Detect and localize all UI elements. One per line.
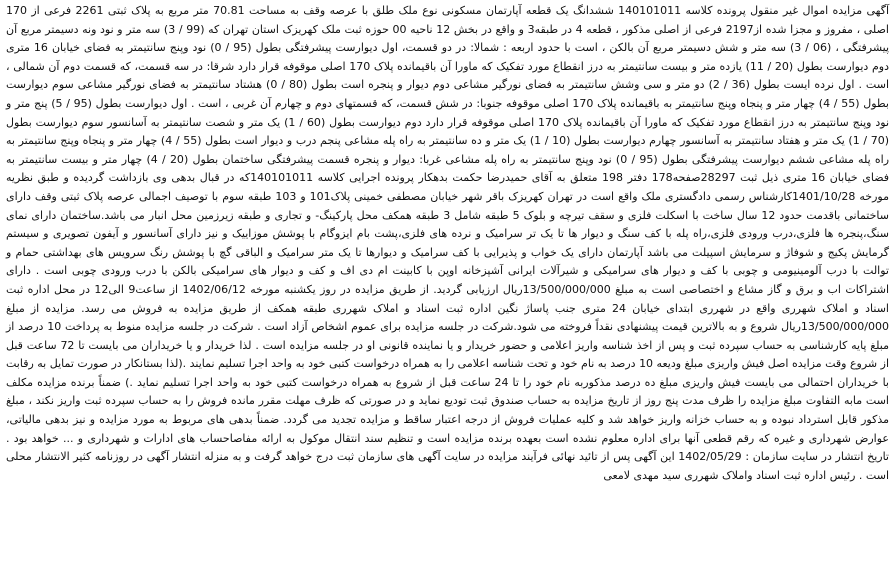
auction-notice-text: آگهی مزایده اموال غیر منقول پرونده کلاسه 140101011 ششدانگ یک قطعه آپارتمان مسکونی نوع ملک طلق با عرصه وقف به مساحت 70.81 متر مربع به پلاک ثبتی 2261 فرعی از 170 اصلی ، مفروز و مجزا شده از2197 فرعی از اصلی مذکور ، قطعه 4 در طبقه3 و واقع در بخش 12 ناحیه 00 حوزه ثبت ملک کهریزک استان تهران که (99 / 3) سه متر و نود ونه دسیمتر مربع آن پیشرفتگی ، (06 / 3) سه متر و شش دسیمتر مربع آن بالکن ، است با حدود اربعه : شمالا: در دو قسمت، اول دیوارست پیشرفتگی بطول (95 / 0) نود وپنج سانتیمتر به فضای خیابان 16 متری دوم دیوارست بطول (20 / 11) یازده متر و بیست سانتیمتر به درز انقطاع مورد تفکیک که ماورا آن باقیمانده پلاک 170 اصلی موقوفه قرار دارد شرقا: در سه قسمت، که قسمت دوم آن شمالی ، است . اول نرده ایست بطول (36 / 2) دو متر و سی وشش سانتیمتر به فضای نورگیر مشاعی دوم دیوار و پنجره است بطول (80 / 0) هشتاد سانتیمتر به فضای نورگیر مشاعی سوم دیوارست بطول (55 / 4) چهار متر و پنجاه وپنج سانتیمتر به باقیمانده پلاک 170 اصلی موقوفه جنوبا: در شش قسمت، که قسمتهای دوم و چهارم آن غربی ، است . اول دیوارست بطول (95 / 5) پنج متر و نود وپنج سانتیمتر به درز انقطاع مورد تفکیک که ماورا آن باقیمانده پلاک 170 اصلی موقوفه قرار دارد دوم دیوارست بطول (60 / 1) یک متر و شصت سانتیمتر به آسانسور سوم دیوارست بطول (70 / 1) یک متر و هفتاد سانتیمتر به آسانسور چهارم دیوارست بطول (10 / 1) یک متر و ده سانتیمتر به راه پله مشاعی پنجم درب و دیوار است بطول (55 / 4) چهار متر و پنجاه وپنج سانتیمتر به راه پله مشاعی ششم دیوارست پیشرفتگی بطول (95 / 0) نود وپنج سانتیمتر به راه پله مشاعی غربا: دیوار و پنجره قسمت پیشرفتگی ساختمان بطول (20 / 4) چهار متر و بیست سانتیمتر به فضای خیابان 16 متری ذیل ثبت 28297صفحه178 دفتر 198 متعلق به آقای حمیدرضا حکمت بدهکار پرونده اجرایی کلاسه 140101011که در قبال بدهی وی بازداشت گردیده و طبق نظریه مورخه 1401/10/28کارشناس رسمی دادگستری ملک واقع است در تهران کهریزک باقر شهر خیابان مصطفی خمینی پلاک101 و 103 طبقه سوم با توصیف اجمالی عرصه پلاک ثبتی وقف دارای ساختمانی باقدمت حدود 12 سال ساخت با اسکلت فلزی و سقف تیرچه و بلوک 5 طبقه شامل 3 طبقه همکف محل پارکینگ- و تجاری و طبقه زیرزمین محل انبار می باشد.ساختمان دارای نمای سنگ،پنجره ها فلزی،درب ورودی فلزی،راه پله با کف سنگ و دیوار ها تا یک تر سرامیک و نرده های فلزی،پشت بام ایزوگام با پوشش موزاییک و نیز دارای آسانسور و آیفون تصویری و سیستم گرمایش پکیج و شوفاژ و سرمایش اسپیلت می باشد آپارتمان دارای یک خواب و پذیرایی با کف سرامیک و دیوارها تا یک متر سرامیک و الباقی گچ با پوشش رنگ سرویس های بهداشتی حمام و توالت با درب آلومینیومی و چوبی با کف و دیوار های سرامیکی و شیرآلات ایرانی آشپزخانه اوپن با کابینت ام دی اف و کف و دیوار های سرامیکی بالکن با درب ورودی چوبی است . دارای اشتراکات اب و برق و گاز مشاع و اختصاصی است به مبلغ 13/500/000/000ریال ارزیابی گردید. از طریق مزایده در روز یکشنبه مورخه 1402/06/12 از ساعت9 الی12 در محل اداره ثبت اسناد و املاک شهرری واقع در شهرری ابتدای خیابان 24 متری جنب پاساژ نگین اداره ثبت اسناد و املاک شهرری طبقه همکف از طریق مزایده به فروش می رسد. مزایده از مبلغ 13/500/000/000ریال شروع و به بالاترین قیمت پیشنهادی نقداً فروخته می شود.شرکت در جلسه مزایده برای عموم اشخاص آزاد است . شرکت در جلسه مزایده منوط به پرداخت 10 درصد از مبلغ پایه کارشناسی به حساب سپرده ثبت و پس از اخذ شناسه واریز اعلامی و حضور خریدار و یا نماینده قانونی او در جلسه مزایده است . لذا خریدار و یا خریداران می بایست تا 72 ساعت قبل از شروع وقت مزایده اصل فیش واریزی مبلغ ودیعه 10 درصد به نام خود و تحت شناسه اعلامی را به همراه درخواست کتبی خود به واحد اجرا تسلیم نمایند .(لذا بستانکار در صورت تمایل به رقابت با خریداران احتمالی می بایست فیش واریزی مبلغ ده درصد مذکوربه نام خود را تا 24 ساعت قبل از شروع به همراه درخواست کتبی خود به واحد اجرا تسلیم نماید .) ضمناً برنده مزایده مکلف است مابه التفاوت مبلغ مزایده را ظرف مدت پنج روز از تاریخ مزایده به حساب صندوق ثبت تودیع نماید و در صورتی که ظرف مهلت مقرر مانده فروش را به حساب سپرده ثبت واریز نکند ، مبلغ مذکور قابل استرداد نبوده و به حساب خزانه واریز خواهد شد و کلیه عملیات فروش از درجه اعتبار ساقط و مزایده تجدید می گردد. ضمناً بدهی های مربوط به مورد مزایده و نیز بدهی مالیاتی، عوارض شهرداری و غیره که رقم قطعی آنها برای اداره معلوم نشده است بعهده برنده مزایده است و تنظیم سند انتقال موکول به ارائه مفاصاحساب های ادارات و شهرداری و ... خواهد بود . تاریخ انتشار در سایت سازمان : 1402/05/29 این آگهی پس از تائید نهائی فرآیند مزایده در سایت آگهی های سازمان ثبت درج خواهد گرفت و به منزله انتشار آگهی در روزنامه کثیر الانتشار محلی است . رئیس اداره ثبت اسناد واملاک شهرری سید مهدی لامعی	[6, 4, 890, 482]
